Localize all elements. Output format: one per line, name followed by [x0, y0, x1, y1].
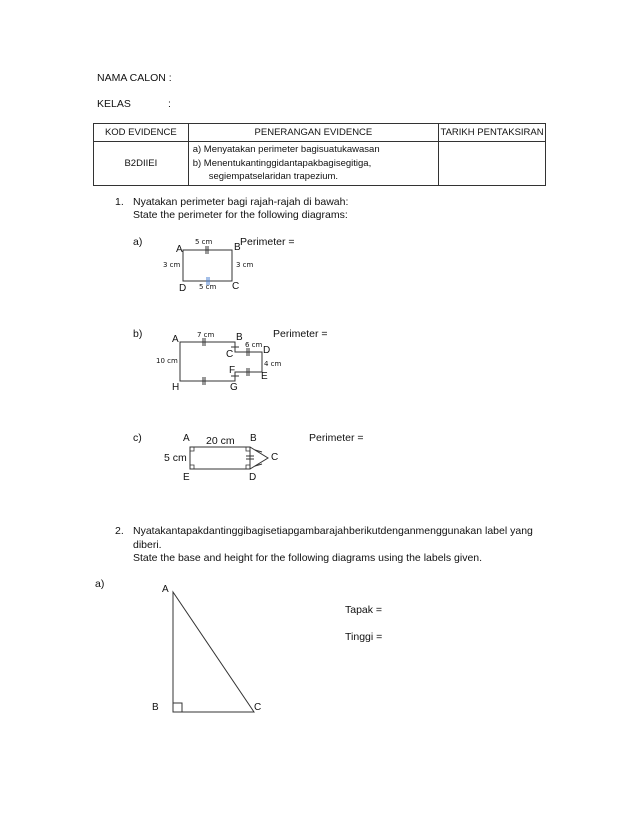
q1c-vertex-b: B: [250, 433, 257, 444]
q1b-vertex-e: E: [261, 371, 268, 382]
q1b-cd-length: 6 cm: [245, 341, 263, 349]
evidence-item-a: a) Menyatakan perimeter bagisuatukawasan: [192, 144, 380, 155]
q2-number: 2.: [115, 525, 124, 537]
q1a-vertex-d: D: [179, 283, 187, 294]
q1-number: 1.: [115, 196, 124, 208]
q1b-vertex-d: D: [263, 345, 271, 356]
q1c-ae-length: 5 cm: [164, 452, 187, 464]
q2a-right-angle: [173, 703, 182, 712]
q1-text-malay: Nyatakan perimeter bagi rajah-rajah di bawah:: [133, 196, 349, 208]
q1a-top-length: 5 cm: [195, 238, 213, 246]
col-kod-evidence: KOD EVIDENCE: [94, 124, 189, 142]
q1a-right-length: 3 cm: [236, 261, 254, 269]
q1b-ab-length: 7 cm: [197, 331, 215, 339]
q1b-vertex-b: B: [236, 332, 243, 343]
kelas-label: KELAS: [97, 98, 131, 110]
q1b-vertex-a: A: [172, 334, 179, 345]
q2a-tapak: Tapak =: [345, 604, 383, 616]
q1c-vertex-d: D: [249, 472, 257, 483]
q1b-de-length: 4 cm: [264, 360, 282, 368]
q1a-vertex-a: A: [176, 244, 183, 255]
col-penerangan-evidence: PENERANGAN EVIDENCE: [188, 124, 438, 142]
kelas-colon: :: [168, 98, 171, 110]
q2-text-malay-cont: diberi.: [133, 539, 162, 551]
q2a-triangle: [173, 592, 254, 712]
q1c-perimeter: Perimeter =: [309, 432, 364, 444]
q1a-label: a): [133, 236, 143, 248]
q1b-vertex-g: G: [230, 382, 238, 393]
q1-text-english: State the perimeter for the following diagrams:: [133, 209, 348, 221]
q1b-label: b): [133, 328, 143, 340]
q1b-ah-length: 10 cm: [156, 357, 178, 365]
q1a-left-length: 3 cm: [163, 261, 181, 269]
q2-text-english: State the base and height for the following diagrams using the labels given.: [133, 552, 483, 564]
evidence-item-b-cont: segiempatselaridan trapezium.: [208, 171, 339, 182]
q1c-vertex-e: E: [183, 472, 190, 483]
q2-text-malay: Nyatakantapakdantinggibagisetiapgambarajahberikutdenganmenggunakan label yang: [133, 525, 533, 537]
q1b-vertex-f: F: [229, 365, 236, 376]
q1a-vertex-b: B: [234, 242, 241, 253]
q1b-vertex-h: H: [172, 382, 180, 393]
q2a-tinggi: Tinggi =: [345, 631, 383, 643]
q1b-vertex-c: C: [226, 349, 234, 360]
evidence-item-b: b) Menentukantinggidantapakbagisegitiga,: [192, 157, 372, 169]
q1c-vertex-c: C: [271, 452, 279, 463]
nama-calon-label: NAMA CALON :: [97, 72, 172, 84]
q2a-vertex-b: B: [152, 702, 159, 713]
q2a-vertex-a: A: [162, 584, 169, 595]
q1b-perimeter: Perimeter =: [273, 328, 328, 340]
q1a-vertex-c: C: [232, 281, 240, 292]
q1c-label: c): [133, 432, 142, 444]
q1a-bottom-length: 5 cm: [199, 283, 217, 291]
col-tarikh-pentaksiran: TARIKH PENTAKSIRAN: [439, 124, 546, 142]
evidence-code: B2DIIEI: [94, 142, 189, 186]
q1a-perimeter: Perimeter =: [240, 236, 295, 248]
q1c-vertex-a: A: [183, 433, 190, 444]
q2a-label: a): [95, 578, 105, 590]
q1c-ab-length: 20 cm: [206, 435, 235, 447]
q2a-vertex-c: C: [254, 702, 262, 713]
